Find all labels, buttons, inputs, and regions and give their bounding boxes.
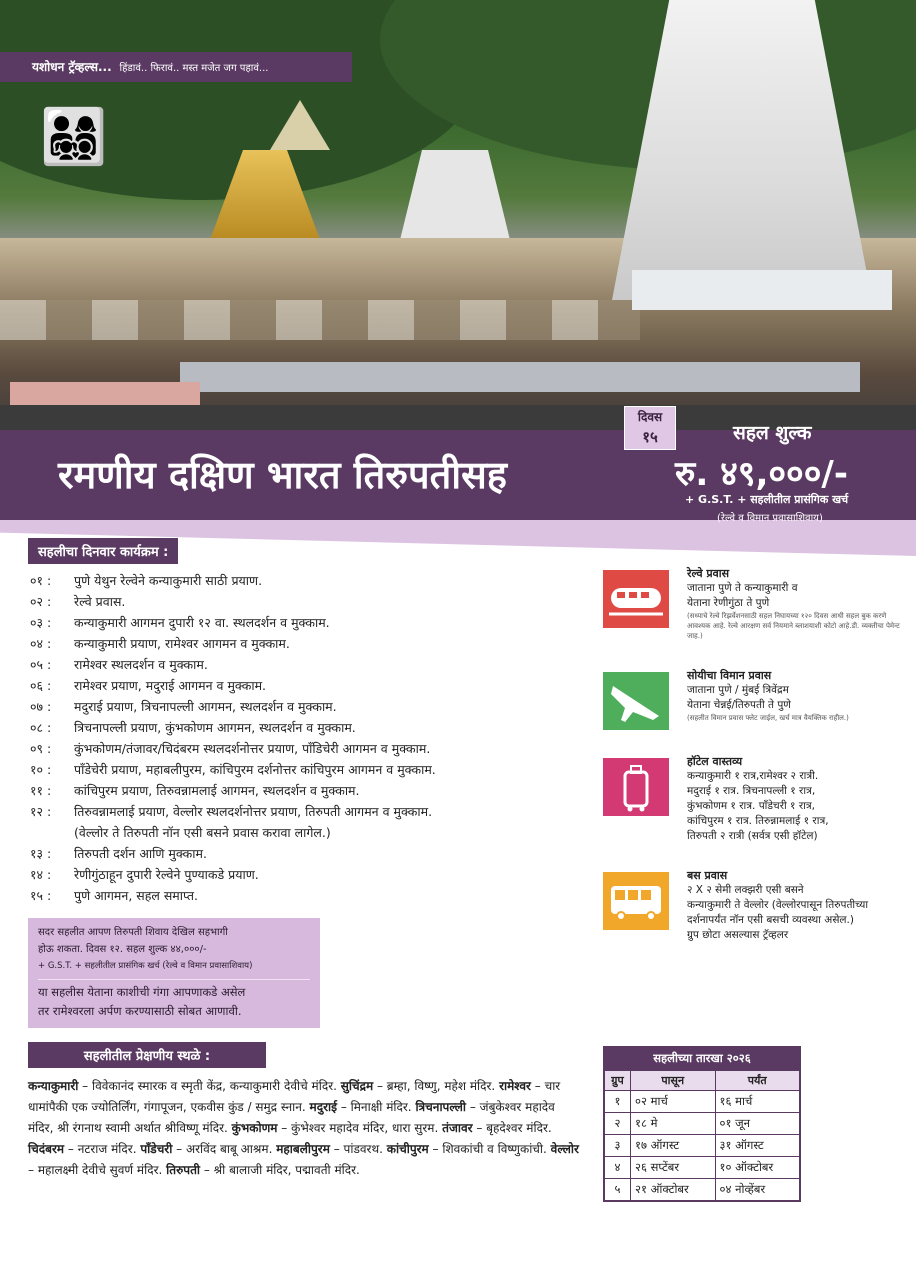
sight-place: तिरुपती	[166, 1163, 201, 1177]
itinerary-item	[30, 801, 590, 822]
itinerary-item	[30, 864, 590, 885]
service-title: हॉटेल वास्तव्य	[687, 755, 743, 768]
days-value: १५	[642, 428, 658, 446]
service-title: रेल्वे प्रवास	[687, 567, 730, 580]
itinerary-day-text: पुणे आगमन, सहल समाप्त.	[74, 888, 198, 903]
sight-place: चिदंबरम	[28, 1142, 65, 1156]
sight-place: महाबलीपुरम	[276, 1142, 330, 1156]
sight-place: तंजावर	[442, 1121, 473, 1135]
dates-cell-from: ०२ मार्च	[631, 1091, 716, 1113]
sight-place: त्रिचनापल्ली	[415, 1100, 467, 1114]
itinerary-day-number: १३ :	[30, 846, 52, 861]
itinerary-item	[30, 591, 590, 612]
sight-place: कुंभकोणम	[231, 1121, 278, 1135]
itinerary-item	[30, 759, 590, 780]
sight-description: – चार धामांपैकी एक ज्योतिर्लिंग, गंगापूजन, एकवीस कुंड / समुद्र स्नान.	[28, 1079, 561, 1114]
dates-cell-group: ५	[605, 1179, 631, 1201]
itinerary-item	[30, 780, 590, 801]
itinerary-day-number: ०३ :	[30, 615, 52, 630]
dates-row	[605, 1179, 800, 1201]
dates-table	[603, 1046, 801, 1202]
sight-description: – मिनाक्षी मंदिर.	[340, 1100, 412, 1114]
dates-row	[605, 1157, 800, 1179]
dates-cell-to: ३१ ऑगस्ट	[715, 1135, 800, 1157]
sight-description: – शिवकांची व विष्णुकांची.	[432, 1142, 547, 1156]
itinerary-item	[30, 675, 590, 696]
itinerary-item	[30, 885, 590, 906]
dates-cell-from: १७ ऑगस्ट	[631, 1135, 716, 1157]
itinerary-heading: सहलीचा दिनवार कार्यक्रम :	[28, 538, 178, 564]
service-text	[687, 566, 907, 641]
dates-cell-from: २१ ऑक्टोबर	[631, 1179, 716, 1201]
itinerary-day-text: तिरुवन्नामलाई प्रयाण, वेल्लोर स्थलदर्शनोत्तर प्रयाण, तिरुपती आगमन व मुक्काम.	[74, 804, 433, 819]
fee-amount: रु. ४९,०००/-	[675, 454, 848, 494]
brand-banner	[0, 52, 352, 82]
dates-row	[605, 1113, 800, 1135]
itinerary-day-text: (वेल्लोर ते तिरुपती नॉन एसी बसने प्रवास करावा लागेल.)	[74, 825, 331, 840]
service-text	[687, 868, 907, 943]
service-line: ग्रुप छोटा असल्यास ट्रॅव्हलर	[687, 929, 789, 941]
dates-cell-to: १६ मार्च	[715, 1091, 800, 1113]
service-title: सोयीचा विमान प्रवास	[687, 669, 772, 682]
itinerary-day-number: ०७ :	[30, 699, 52, 714]
dates-cell-to: ०४ नोव्हेंबर	[715, 1179, 800, 1201]
service-line: कुंभकोणम १ रात्र. पाँडेचरी १ रात्र,	[687, 800, 815, 812]
sights-paragraph	[28, 1076, 584, 1181]
sight-place: रामेश्वर	[499, 1079, 531, 1093]
sight-description: – श्री बालाजी मंदिर, पद्मावती मंदिर.	[203, 1163, 360, 1177]
fee-note: + G.S.T. + सहलीतील प्रासंगिक खर्च	[685, 493, 849, 506]
itinerary-item	[30, 738, 590, 759]
service-footnote: (सहलीत विमान प्रवास फ्लेट जाईल, खर्च मात्र वैयक्तिक राहील.)	[687, 714, 849, 722]
itinerary-day-number: ०९ :	[30, 741, 52, 756]
note-box	[28, 918, 320, 1028]
service-line: येताना रेणीगुंठा ते पुणे	[687, 597, 770, 609]
service-line: कन्याकुमारी १ रात्र,रामेश्वर २ रात्री.	[687, 770, 819, 782]
brand-tagline: हिंडावं.. फिरावं.. मस्त मजेत जग पहावं...	[119, 63, 269, 74]
itinerary-day-text: रेणीगुंठाहून दुपारी रेल्वेने पुण्याकडे प्रयाण.	[74, 867, 259, 882]
sight-description: – नटराज मंदिर.	[67, 1142, 137, 1156]
sight-place: कन्याकुमारी	[28, 1079, 79, 1093]
itinerary-day-text: कन्याकुमारी आगमन दुपारी १२ वा. स्थलदर्शन व मुक्काम.	[74, 615, 330, 630]
fee-label: सहल शुल्क	[733, 422, 812, 444]
sights-heading: सहलीतील प्रेक्षणीय स्थळे :	[28, 1042, 266, 1068]
itinerary-day-text: त्रिचनापल्ली प्रयाण, कुंभकोणम आगमन, स्थलदर्शन व मुक्काम.	[74, 720, 356, 735]
itinerary-day-text: रामेश्वर प्रयाण, मदुराई आगमन व मुक्काम.	[74, 678, 267, 693]
luggage-icon	[603, 758, 669, 816]
itinerary-item	[30, 717, 590, 738]
dates-caption: सहलीच्या तारखा २०२६	[604, 1047, 800, 1070]
itinerary-day-number: ०६ :	[30, 678, 52, 693]
dates-row	[605, 1091, 800, 1113]
itinerary-item	[30, 612, 590, 633]
itinerary-day-number: ०८ :	[30, 720, 52, 735]
sight-description: – विवेकानंद स्मारक व स्मृती केंद्र, कन्याकुमारी देवीचे मंदिर.	[82, 1079, 337, 1093]
itinerary-item	[30, 696, 590, 717]
itinerary-day-number: १२ :	[30, 804, 52, 819]
itinerary-day-text: तिरुपती दर्शन आणि मुक्काम.	[74, 846, 207, 861]
itinerary-day-text: रेल्वे प्रवास.	[74, 594, 126, 609]
itinerary-day-number: १० :	[30, 762, 52, 777]
dates-cell-from: २६ सप्टेंबर	[631, 1157, 716, 1179]
service-line: तिरुपती २ रात्री (सर्वत्र एसी हॉटेल)	[687, 830, 818, 842]
service-text	[687, 668, 907, 723]
sight-place: मदुराई	[309, 1100, 337, 1114]
itinerary-day-number: ११ :	[30, 783, 52, 798]
family-logo-icon: 👨‍👩‍👧‍👦	[40, 105, 108, 168]
itinerary-day-text: मदुराई प्रयाण, त्रिचनापल्ली आगमन, स्थलदर्शन व मुक्काम.	[74, 699, 337, 714]
service-line: कांचिपुरम १ रात्र. तिरुन्नामलाई १ रात्र,	[687, 815, 829, 827]
itinerary-day-number: १४ :	[30, 867, 52, 882]
itinerary-day-text: कुंभकोणम/तंजावर/चिदंबरम स्थलदर्शनोत्तर प्रयाण, पाँडिचेरी आगमन व मुक्काम.	[74, 741, 431, 756]
airplane-icon	[603, 672, 669, 730]
dates-cell-from: १८ मे	[631, 1113, 716, 1135]
sight-description: – अरविंद बाबू आश्रम.	[176, 1142, 273, 1156]
sight-place: पाँडेचरी	[140, 1142, 173, 1156]
itinerary-day-number: ०४ :	[30, 636, 52, 651]
itinerary-day-text: कांचिपुरम प्रयाण, तिरुवन्नामलाई आगमन, स्थलदर्शन व मुक्काम.	[74, 783, 360, 798]
itinerary-day-number: १५ :	[30, 888, 52, 903]
itinerary-item	[30, 654, 590, 675]
itinerary-list	[30, 570, 590, 906]
note-line: सदर सहलीत आपण तिरुपती शिवाय देखिल सहभागी	[38, 927, 228, 938]
note-line: होऊ शकता. दिवस १२. सहल शुल्क ४४,०००/-	[38, 944, 207, 955]
sight-place: वेल्लोर	[550, 1142, 579, 1156]
itinerary-day-number	[30, 822, 74, 843]
sight-description: – महालक्ष्मी देवीचे सुवर्ण मंदिर.	[28, 1163, 163, 1177]
itinerary-day-number: ०२ :	[30, 594, 52, 609]
service-title: बस प्रवास	[687, 869, 728, 882]
sight-description: – ब्रम्हा, विष्णु, महेश मंदिर.	[376, 1079, 496, 1093]
brand-name: यशोधन ट्रॅव्हल्स...	[32, 60, 112, 74]
dates-cell-to: ०१ जून	[715, 1113, 800, 1135]
dates-header-group: ग्रुप	[605, 1071, 631, 1091]
dates-cell-group: ३	[605, 1135, 631, 1157]
sight-description: – जंबुकेश्वर महादेव मंदिर, श्री रंगनाथ स्वामी अर्थात श्रीविष्णू मंदिर.	[28, 1100, 555, 1135]
note-line: या सहलीस येताना काशीची गंगा आपणाकडे असेल	[38, 985, 246, 999]
itinerary-day-number: ०१ :	[30, 573, 52, 588]
itinerary-item	[30, 843, 590, 864]
dates-cell-to: १० ऑक्टोबर	[715, 1157, 800, 1179]
itinerary-day-text: पुणे येथुन रेल्वेने कन्याकुमारी साठी प्रयाण.	[74, 573, 263, 588]
itinerary-day-text: रामेश्वर स्थलदर्शन व मुक्काम.	[74, 657, 208, 672]
tour-title: रमणीय दक्षिण भारत तिरुपतीसह	[58, 453, 507, 497]
service-line: मदुराई १ रात्र. त्रिचनापल्ली १ रात्र,	[687, 785, 816, 797]
bus-icon	[603, 872, 669, 930]
sight-place: कांचीपुरम	[386, 1142, 429, 1156]
service-line: जाताना पुणे / मुंबई त्रिवेंद्रम	[687, 684, 789, 696]
dates-cell-group: १	[605, 1091, 631, 1113]
sight-description: – कुंभेश्वर महादेव मंदिर, धारा सुरम.	[281, 1121, 439, 1135]
itinerary-item	[30, 570, 590, 591]
note-line: + G.S.T. + सहलीतील प्रासंगिक खर्च (रेल्वे व विमान प्रवासाशिवाय)	[38, 961, 253, 971]
service-line: कन्याकुमारी ते वेल्लोर (वेल्लोरपासून तिरुपतीच्या	[687, 899, 869, 911]
service-text	[687, 754, 907, 844]
service-line: येताना चेन्नई/तिरुपती ते पुणे	[687, 699, 791, 711]
itinerary-day-text: कन्याकुमारी प्रयाण, रामेश्वर आगमन व मुक्काम.	[74, 636, 290, 651]
sight-place: सुचिंद्रम	[340, 1079, 374, 1093]
sight-description: – पांडवरथ.	[333, 1142, 383, 1156]
service-line: २ X २ सेमी लक्झरी एसी बसने	[687, 884, 804, 896]
dates-header-from: पासून	[631, 1071, 716, 1091]
service-line: दर्शनापर्यंत नॉन एसी बसची व्यवस्था असेल.)	[687, 914, 854, 926]
service-line: जाताना पुणे ते कन्याकुमारी व	[687, 582, 798, 594]
dates-header-to: पर्यंत	[715, 1071, 800, 1091]
fee-box	[655, 405, 916, 530]
service-footnote: (सध्याचे रेल्वे रिझर्वेशनसाठी सहल निघायच्या १२० दिवस आधी सहल बुक करणे आवश्यक आहे. रेल्वे आरक्षण सर्व नियमाने ब्लाशयाशी कोटो आहे.डी. व्यक्तीचा पेमेन्ट जाह.)	[687, 612, 900, 640]
note-line: तर रामेश्वरला अर्पण करण्यासाठी सोबत आणावी.	[38, 1004, 242, 1018]
fee-note-exclusions: (रेल्वे व विमान प्रवासाशिवाय)	[717, 513, 823, 524]
itinerary-day-number: ०५ :	[30, 657, 52, 672]
dates-cell-group: २	[605, 1113, 631, 1135]
train-icon	[603, 570, 669, 628]
dates-row	[605, 1135, 800, 1157]
itinerary-item	[30, 633, 590, 654]
sight-description: – बृहदेश्वर मंदिर.	[476, 1121, 552, 1135]
dates-cell-group: ४	[605, 1157, 631, 1179]
days-label: दिवस	[637, 410, 663, 424]
itinerary-item	[30, 822, 590, 843]
itinerary-day-text: पाँडेचेरी प्रयाण, महाबलीपुरम, कांचिपुरम दर्शनोत्तर कांचिपुरम आगमन व मुक्काम.	[74, 762, 436, 777]
